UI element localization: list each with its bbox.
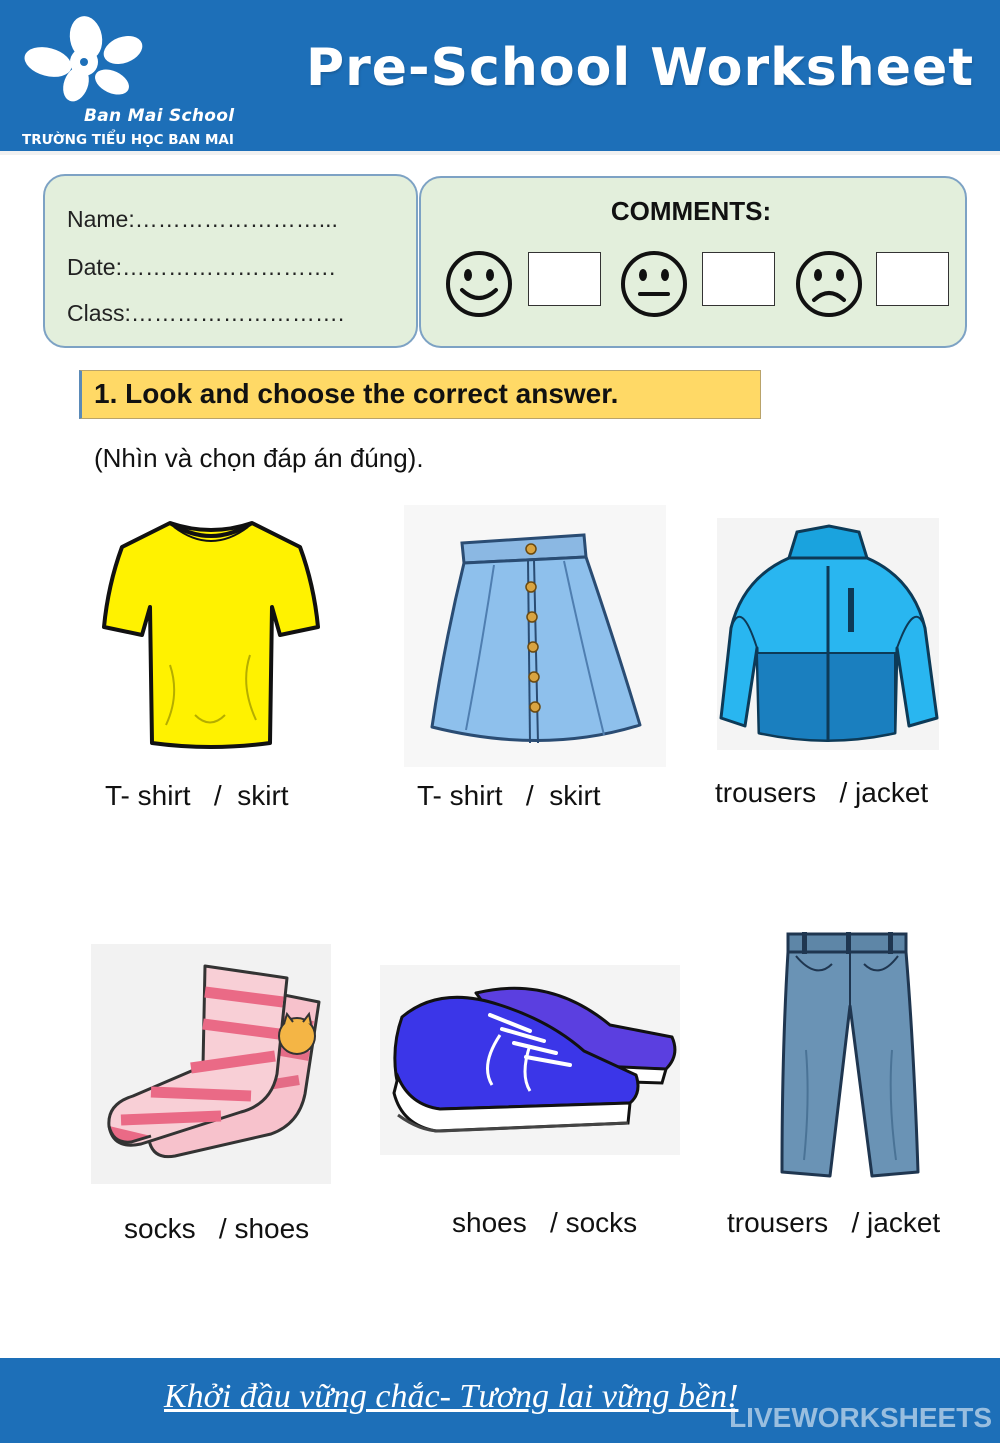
watermark: LIVEWORKSHEETS [729, 1402, 992, 1433]
comments-box [419, 176, 967, 348]
sad-face-icon [795, 250, 863, 318]
exercise-title: 1. Look and choose the correct answer. [94, 378, 619, 409]
t-shirt-image [100, 515, 322, 750]
skirt-image [404, 505, 666, 767]
page-footer [0, 1358, 1000, 1443]
page-title: Pre-School Worksheet [306, 38, 975, 98]
choice-item-5[interactable]: shoes / socks [452, 1207, 638, 1238]
trousers-image [776, 930, 922, 1180]
school-subtitle: TRƯỜNG TIỂU HỌC BAN MAI [22, 132, 234, 148]
socks-image [91, 944, 331, 1184]
choice-item-1[interactable]: T- shirt / skirt [105, 780, 289, 811]
class-field[interactable]: Class:………………………. [67, 300, 345, 326]
jacket-image [717, 518, 939, 750]
neutral-rating-box[interactable] [702, 252, 775, 306]
exercise-title-bar [79, 370, 761, 419]
sad-rating-box[interactable] [876, 252, 949, 306]
comments-title: COMMENTS: [610, 196, 772, 226]
school-motto: Khởi đầu vững chắc- Tương lai vững bền! [164, 1378, 739, 1415]
happy-rating-box[interactable] [528, 252, 601, 306]
page-header [0, 0, 1000, 155]
neutral-face-icon [620, 250, 688, 318]
date-field[interactable]: Date:………………………. [67, 254, 336, 280]
choice-item-3[interactable]: trousers / jacket [715, 777, 929, 808]
choice-item-6[interactable]: trousers / jacket [727, 1207, 941, 1238]
exercise-subtitle: (Nhìn và chọn đáp án đúng). [94, 443, 424, 473]
flower-logo-icon [18, 10, 158, 110]
student-info-box [43, 174, 418, 348]
shoes-image [380, 965, 680, 1155]
school-logo [18, 10, 258, 148]
school-name: Ban Mai School [84, 106, 235, 126]
choice-item-4[interactable]: socks / shoes [124, 1213, 310, 1244]
choice-item-2[interactable]: T- shirt / skirt [417, 780, 601, 811]
happy-face-icon [445, 250, 513, 318]
name-field[interactable]: Name:……………………... [67, 206, 338, 232]
